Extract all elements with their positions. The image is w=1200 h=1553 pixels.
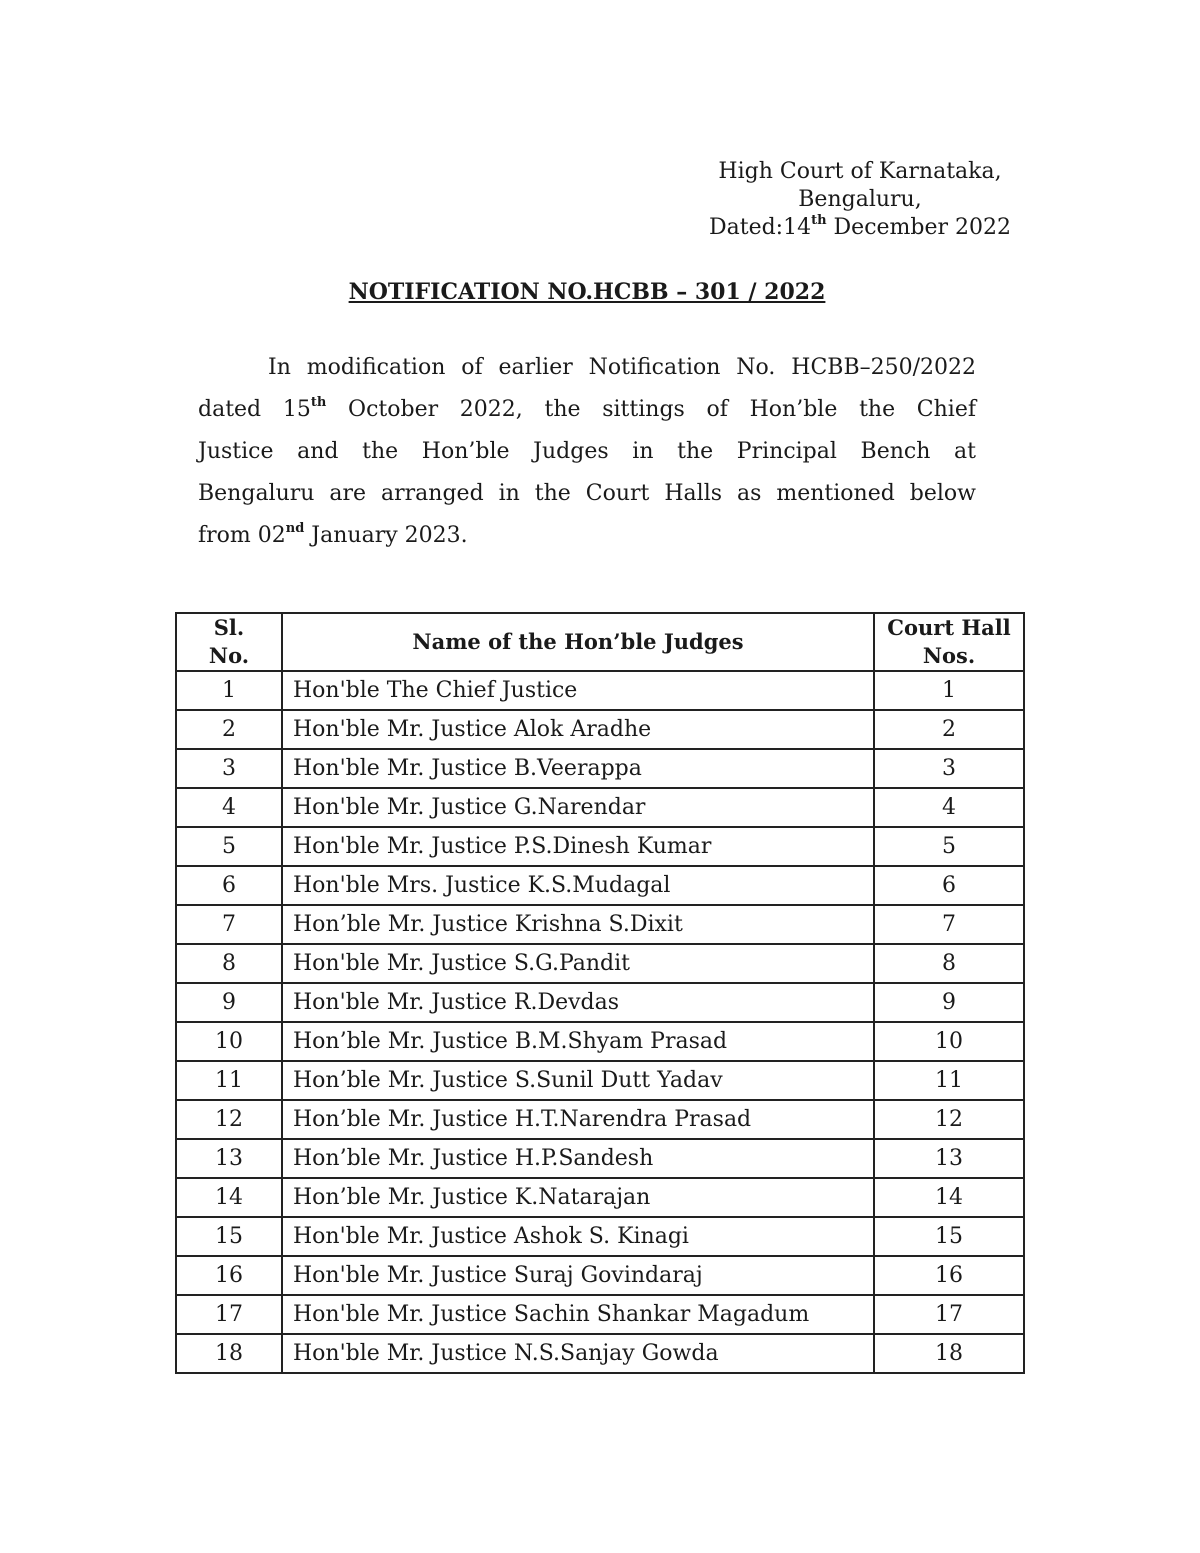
cell-judge-name: Hon'ble Mrs. Justice K.S.Mudagal (282, 866, 874, 905)
cell-judge-name: Hon'ble Mr. Justice Suraj Govindaraj (282, 1256, 874, 1295)
table-row (176, 866, 1024, 905)
cell-judge-name: Hon'ble Mr. Justice Ashok S. Kinagi (282, 1217, 874, 1256)
date-prefix: Dated:14 (708, 215, 812, 240)
cell-sl-no: 4 (176, 788, 282, 827)
body-line-2 (198, 389, 976, 431)
body-line-5 (198, 515, 976, 557)
cell-sl-no: 15 (176, 1217, 282, 1256)
table-row (176, 671, 1024, 710)
cell-court-hall: 16 (874, 1256, 1024, 1295)
cell-judge-name: Hon'ble Mr. Justice Alok Aradhe (282, 710, 874, 749)
header-hall-line1: Court Hall (887, 615, 1011, 640)
cell-court-hall: 18 (874, 1334, 1024, 1373)
body-line-4: Bengaluru are arranged in the Court Halls as mentioned below (198, 481, 976, 506)
table-row (176, 1295, 1024, 1334)
table-row (176, 788, 1024, 827)
header-judge-name: Name of the Hon’ble Judges (282, 613, 874, 671)
cell-sl-no: 5 (176, 827, 282, 866)
table-row (176, 1217, 1024, 1256)
cell-sl-no: 6 (176, 866, 282, 905)
table-row (176, 1100, 1024, 1139)
body-line-5-a: from 02 (198, 523, 286, 548)
cell-court-hall: 4 (874, 788, 1024, 827)
table-row (176, 710, 1024, 749)
cell-court-hall: 12 (874, 1100, 1024, 1139)
cell-court-hall: 5 (874, 827, 1024, 866)
table-row (176, 1061, 1024, 1100)
cell-sl-no: 9 (176, 983, 282, 1022)
header-court-hall (874, 613, 1024, 671)
court-name: High Court of Karnataka, (718, 159, 1002, 184)
cell-judge-name: Hon'ble Mr. Justice R.Devdas (282, 983, 874, 1022)
table-row (176, 1334, 1024, 1373)
header-sl-line1: Sl. (213, 615, 245, 640)
cell-court-hall: 9 (874, 983, 1024, 1022)
body-line-2-a: dated 15 (198, 397, 311, 422)
header-sl-no (176, 613, 282, 671)
cell-judge-name: Hon'ble Mr. Justice B.Veerappa (282, 749, 874, 788)
cell-sl-no: 3 (176, 749, 282, 788)
date-suffix: December 2022 (826, 215, 1012, 240)
cell-judge-name: Hon’ble Mr. Justice S.Sunil Dutt Yadav (282, 1061, 874, 1100)
cell-court-hall: 1 (874, 671, 1024, 710)
cell-court-hall: 11 (874, 1061, 1024, 1100)
table-row (176, 944, 1024, 983)
header-hall-line2: Nos. (922, 643, 976, 668)
cell-sl-no: 2 (176, 710, 282, 749)
notification-body (198, 347, 976, 557)
header-sl-line2: No. (208, 643, 250, 668)
cell-sl-no: 1 (176, 671, 282, 710)
body-line-1: In modification of earlier Notification No. HCBB–250/2022 (268, 355, 976, 380)
cell-judge-name: Hon'ble Mr. Justice P.S.Dinesh Kumar (282, 827, 874, 866)
cell-court-hall: 13 (874, 1139, 1024, 1178)
cell-judge-name: Hon'ble Mr. Justice G.Narendar (282, 788, 874, 827)
cell-judge-name: Hon’ble Mr. Justice H.P.Sandesh (282, 1139, 874, 1178)
cell-court-hall: 2 (874, 710, 1024, 749)
body-line-2-sup: th (310, 394, 327, 410)
cell-sl-no: 13 (176, 1139, 282, 1178)
body-line-5-b: January 2023. (304, 523, 468, 548)
cell-sl-no: 18 (176, 1334, 282, 1373)
cell-court-hall: 17 (874, 1295, 1024, 1334)
cell-judge-name: Hon’ble Mr. Justice K.Natarajan (282, 1178, 874, 1217)
table-header-row (176, 613, 1024, 671)
cell-judge-name: Hon’ble Mr. Justice H.T.Narendra Prasad (282, 1100, 874, 1139)
cell-judge-name: Hon'ble Mr. Justice Sachin Shankar Magadum (282, 1295, 874, 1334)
cell-sl-no: 8 (176, 944, 282, 983)
cell-sl-no: 11 (176, 1061, 282, 1100)
cell-judge-name: Hon'ble Mr. Justice N.S.Sanjay Gowda (282, 1334, 874, 1373)
letterhead (640, 158, 1080, 242)
cell-judge-name: Hon'ble Mr. Justice S.G.Pandit (282, 944, 874, 983)
table-row (176, 749, 1024, 788)
cell-judge-name: Hon'ble The Chief Justice (282, 671, 874, 710)
cell-court-hall: 7 (874, 905, 1024, 944)
cell-sl-no: 17 (176, 1295, 282, 1334)
cell-court-hall: 6 (874, 866, 1024, 905)
table-row (176, 1139, 1024, 1178)
table-row (176, 983, 1024, 1022)
table-row (176, 905, 1024, 944)
body-line-2-b: October 2022, the sittings of Hon’ble the Chief (326, 397, 977, 422)
table-row (176, 827, 1024, 866)
cell-judge-name: Hon’ble Mr. Justice B.M.Shyam Prasad (282, 1022, 874, 1061)
date-superscript: th (811, 212, 827, 228)
cell-sl-no: 16 (176, 1256, 282, 1295)
cell-sl-no: 14 (176, 1178, 282, 1217)
cell-sl-no: 10 (176, 1022, 282, 1061)
table-row (176, 1178, 1024, 1217)
cell-court-hall: 8 (874, 944, 1024, 983)
court-city: Bengaluru, (798, 187, 922, 212)
cell-sl-no: 12 (176, 1100, 282, 1139)
body-line-3: Justice and the Hon’ble Judges in the Principal Bench at (198, 439, 976, 464)
notification-date (640, 214, 1080, 242)
table-row (176, 1022, 1024, 1061)
cell-judge-name: Hon’ble Mr. Justice Krishna S.Dixit (282, 905, 874, 944)
cell-court-hall: 3 (874, 749, 1024, 788)
cell-court-hall: 14 (874, 1178, 1024, 1217)
court-hall-table (175, 612, 1025, 1374)
cell-court-hall: 10 (874, 1022, 1024, 1061)
cell-sl-no: 7 (176, 905, 282, 944)
table-row (176, 1256, 1024, 1295)
cell-court-hall: 15 (874, 1217, 1024, 1256)
notification-title: NOTIFICATION NO.HCBB – 301 / 2022 (348, 279, 826, 305)
body-line-5-sup: nd (285, 520, 305, 536)
